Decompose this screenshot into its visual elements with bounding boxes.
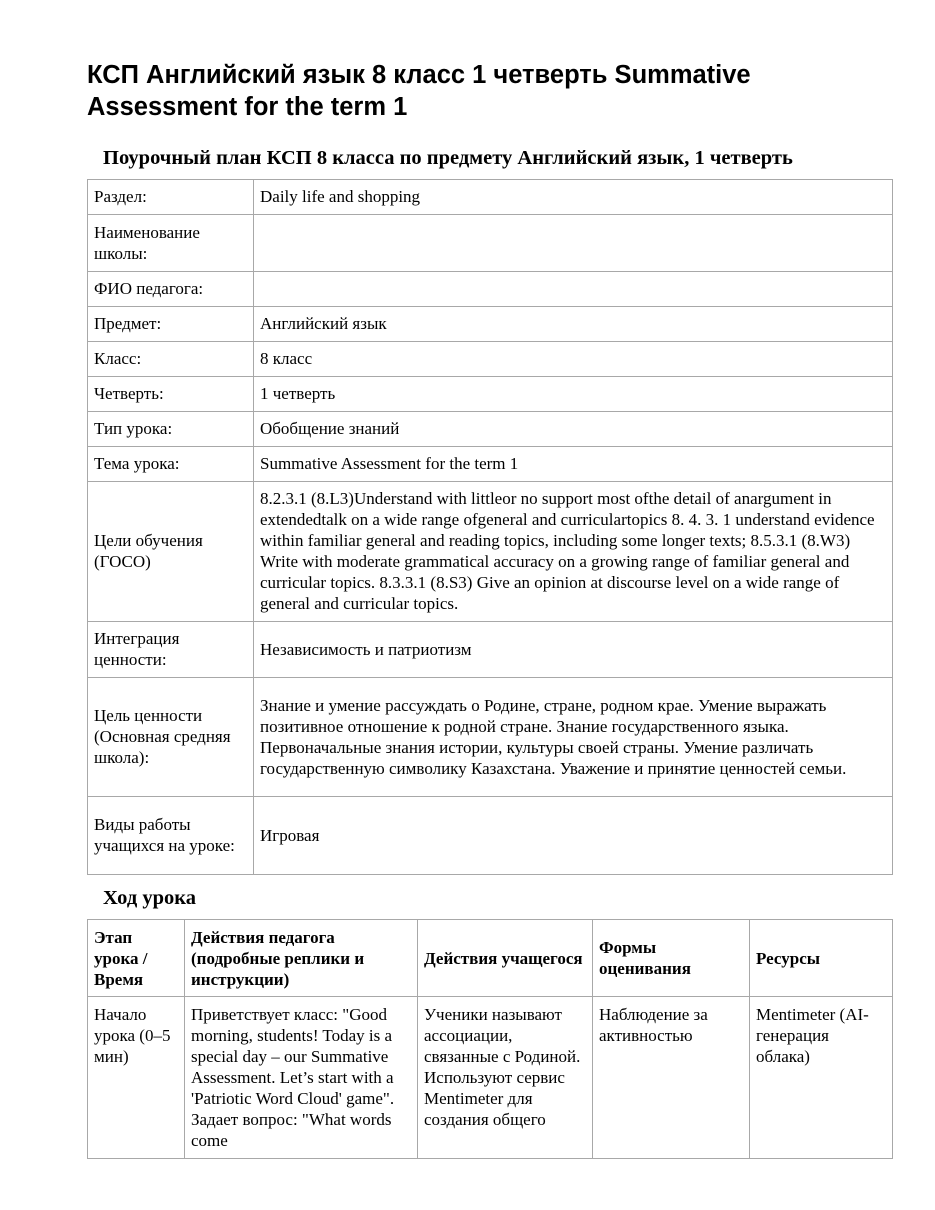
table-row xyxy=(88,997,893,1159)
row-value: Английский язык xyxy=(254,307,893,342)
plan-heading: Поурочный план КСП 8 класса по предмету Английский язык, 1 четверть xyxy=(103,147,793,169)
stage-cell: Начало урока (0–5 мин) xyxy=(88,997,185,1159)
column-header: Действия педагога (подробные реплики и инструкции) xyxy=(185,920,418,997)
row-value xyxy=(254,272,893,307)
row-value: 8.2.3.1 (8.L3)Understand with littleor no support most ofthe detail of anargument in extendedtalk on a wide range ofgeneral and curriculartopics 8. 4. 3. 1 understand evidence within familiar general and reading topics, including some longer texts; 8.5.3.1 (8.W3) Write with moderate grammatical accuracy on a growing range of familiar general and curricular topics. 8.3.3.1 (8.S3) Give an opinion at discourse level on a wide range of general and curricular topics. xyxy=(254,482,893,622)
table-row xyxy=(88,412,893,447)
row-label: ФИО педагога: xyxy=(88,272,254,307)
column-header: Ресурсы xyxy=(750,920,893,997)
table-header-row xyxy=(88,920,893,997)
document-title: КСП Английский язык 8 класс 1 четверть Summative Assessment for the term 1 xyxy=(87,61,751,121)
student-actions-cell: Ученики называют ассоциации, связанные с Родиной. Используют сервис Mentimeter для создания общего xyxy=(418,997,593,1159)
row-value: Знание и умение рассуждать о Родине, стране, родном крае. Умение выражать позитивное отношение к родной стране. Знание государственного языка. Первоначальные знания истории, культуры своей страны. Умение различать государственную символику Казахстана. Уважение и принятие ценностей семьи. xyxy=(254,678,893,797)
lesson-info-table xyxy=(87,179,893,875)
row-value xyxy=(254,215,893,272)
row-label: Тема урока: xyxy=(88,447,254,482)
row-label: Четверть: xyxy=(88,377,254,412)
resources-cell: Mentimeter (AI-генерация облака) xyxy=(750,997,893,1159)
row-label: Интеграция ценности: xyxy=(88,622,254,678)
row-label: Цели обучения (ГОСО) xyxy=(88,482,254,622)
row-value: Независимость и патриотизм xyxy=(254,622,893,678)
row-label: Наименование школы: xyxy=(88,215,254,272)
table-row xyxy=(88,307,893,342)
column-header: Действия учащегося xyxy=(418,920,593,997)
table-row xyxy=(88,622,893,678)
column-header: Формы оценивания xyxy=(593,920,750,997)
table-row xyxy=(88,272,893,307)
row-value: Daily life and shopping xyxy=(254,180,893,215)
row-value: 8 класс xyxy=(254,342,893,377)
row-label: Тип урока: xyxy=(88,412,254,447)
row-value: Игровая xyxy=(254,797,893,875)
row-label: Цель ценности (Основная средняя школа): xyxy=(88,678,254,797)
assessment-cell: Наблюдение за активностью xyxy=(593,997,750,1159)
table-row xyxy=(88,447,893,482)
row-value: Summative Assessment for the term 1 xyxy=(254,447,893,482)
table-row xyxy=(88,215,893,272)
table-row xyxy=(88,678,893,797)
lesson-heading: Ход урока xyxy=(103,887,196,909)
row-value: Обобщение знаний xyxy=(254,412,893,447)
lesson-flow-table xyxy=(87,919,893,1159)
table-row xyxy=(88,482,893,622)
table-row xyxy=(88,342,893,377)
row-label: Предмет: xyxy=(88,307,254,342)
column-header: Этап урока / Время xyxy=(88,920,185,997)
row-value: 1 четверть xyxy=(254,377,893,412)
row-label: Раздел: xyxy=(88,180,254,215)
row-label: Класс: xyxy=(88,342,254,377)
table-row xyxy=(88,797,893,875)
table-row xyxy=(88,180,893,215)
table-row xyxy=(88,377,893,412)
teacher-actions-cell: Приветствует класс: "Good morning, students! Today is a special day – our Summative Assessment. Let’s start with a 'Patriotic Word Cloud' game". Задает вопрос: "What words come xyxy=(185,997,418,1159)
row-label: Виды работы учащихся на уроке: xyxy=(88,797,254,875)
